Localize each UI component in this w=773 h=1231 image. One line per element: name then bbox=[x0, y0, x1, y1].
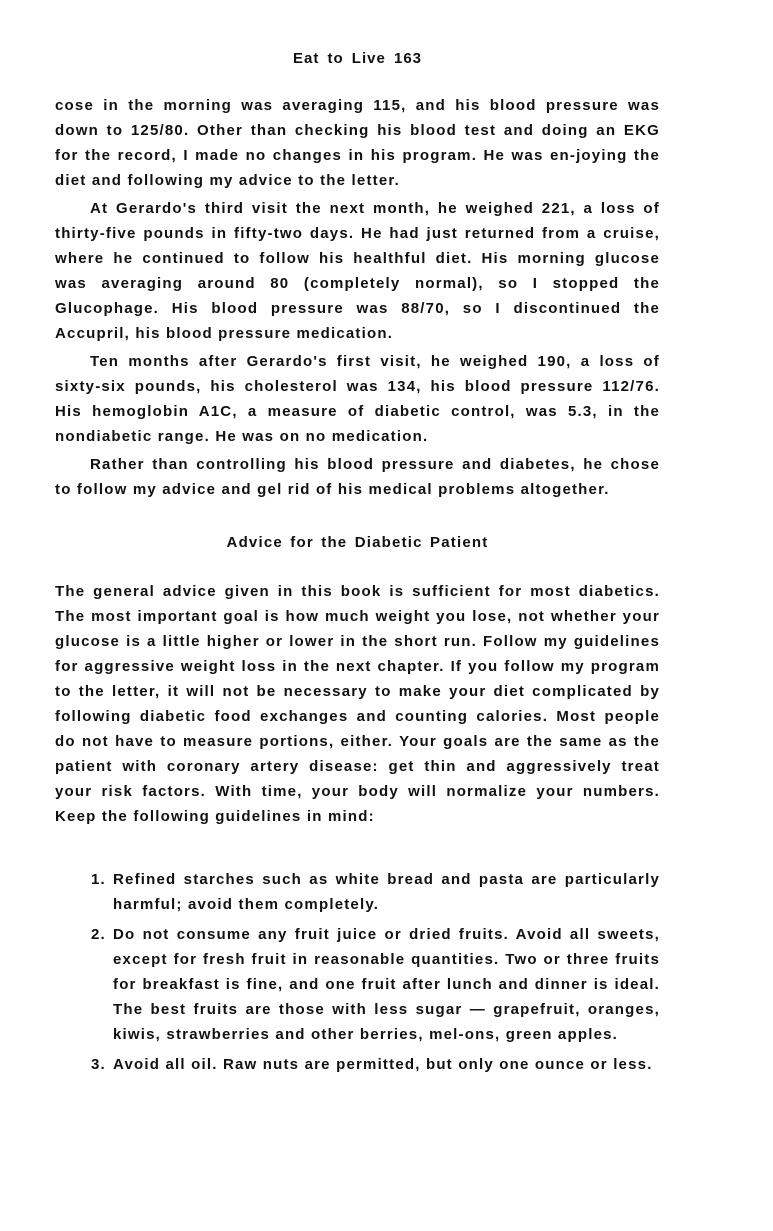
paragraph-continued: cose in the morning was averaging 115, and his blood pressure was down to 125/80. Other than checking his blood test and doing an EKG for the record, I made no changes in his program. He was en-joying the diet and following my advice to the letter. bbox=[55, 97, 660, 189]
list-item-text: Avoid all oil. Raw nuts are permitted, but only one ounce or less. bbox=[113, 1056, 653, 1073]
list-item-number: 1. bbox=[91, 871, 106, 888]
paragraph-conclusion: Rather than controlling his blood pressure and diabetes, he chose to follow my advice and gel rid of his medical problems altogether. bbox=[55, 456, 660, 498]
section-heading: Advice for the Diabetic Patient bbox=[226, 534, 489, 551]
paragraph-ten-months: Ten months after Gerardo's first visit, he weighed 190, a loss of sixty-six pounds, his cholesterol was 134, his blood pressure 112/76. His hemoglobin A1C, a measure of diabetic control, was 5.3, in the nondiabetic range. He was on no medication. bbox=[55, 353, 660, 445]
paragraph-third-visit: At Gerardo's third visit the next month, he weighed 221, a loss of thirty-five pounds in fifty-two days. He had just returned from a cruise, where he continued to follow his healthful diet. His morning glucose was averaging around 80 (completely normal), so I stopped the Glucophage. His blood pressure was 88/70, so I discontinued the Accupril, his blood pressure medication. bbox=[55, 200, 660, 342]
list-item-number: 3. bbox=[91, 1056, 106, 1073]
section-intro: The general advice given in this book is sufficient for most diabetics. The most important goal is how much weight you lose, not whether your glucose is a little higher or lower in the short run. Follow my guidelines for aggressive weight loss in the next chapter. If you follow my program to the letter, it will not be necessary to make your diet complicated by following diabetic food exchanges and counting calories. Most people do not have to measure portions, either. Your goals are the same as the patient with coronary artery disease: get thin and aggressively treat your risk factors. With time, your body will normalize your numbers. Keep the following guidelines in mind: bbox=[55, 583, 660, 825]
list-item bbox=[91, 922, 660, 1047]
running-head: Eat to Live 163 bbox=[292, 50, 423, 67]
page-body bbox=[55, 93, 660, 1082]
list-item bbox=[91, 1052, 660, 1077]
guidelines-list bbox=[55, 867, 660, 1077]
list-item-text: Do not consume any fruit juice or dried fruits. Avoid all sweets, except for fresh fruit in reasonable quantities. Two or three fruits for breakfast is fine, and one fruit after lunch and dinner is ideal. The best fruits are those with less sugar — grapefruit, oranges, kiwis, strawberries and other berries, mel-ons, green apples. bbox=[113, 926, 660, 1043]
list-item-text: Refined starches such as white bread and pasta are particularly harmful; avoid them completely. bbox=[113, 871, 660, 913]
list-item bbox=[91, 867, 660, 917]
list-item-number: 2. bbox=[91, 926, 106, 943]
